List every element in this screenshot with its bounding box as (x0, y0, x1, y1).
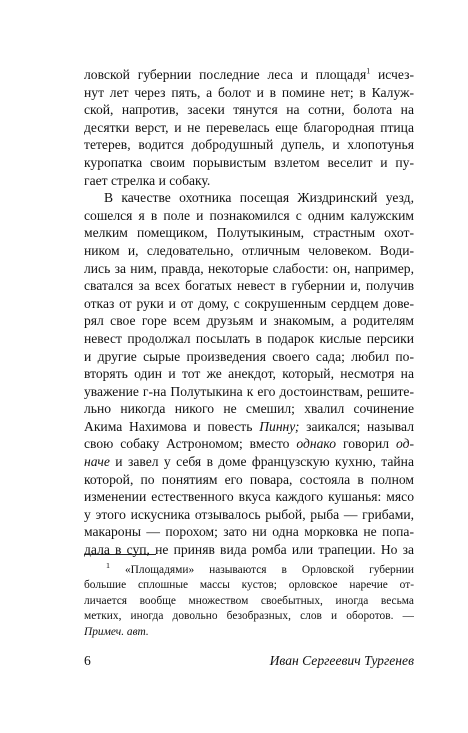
text-line: макароны — порохом; зато ни одна морковка не попа- (84, 524, 414, 540)
italic-word: однако (296, 436, 337, 452)
text-line: куропатка своим порывистым взлетом веселит и пу- (84, 154, 414, 170)
text-line: ской, напротив, засеки тянутся на сотни, болота на (84, 102, 414, 118)
text-line (84, 453, 414, 471)
text-line: сватался за всех богатых невест в губернии и, получив (84, 278, 414, 294)
footnote (84, 563, 414, 640)
italic-title: Пинну; (259, 418, 300, 434)
footnote-line: метких, иногда довольно безобразных, слов и оборотов. — (84, 610, 414, 623)
text-line: невест продолжал посылать в подарок кислые персики (84, 330, 414, 346)
text-fragment: говорил (336, 436, 396, 452)
footnote-line (84, 625, 414, 640)
text-line: которой, по понятиям его повара, состояла в полном (84, 471, 414, 487)
text-line: льно никогда никого не смешил; хвалил сочинение (84, 401, 414, 417)
text-line: десятки верст, и не перевелась еще благородная птица (84, 119, 414, 135)
text-line: нут лет через пять, а болот и в помине нет; в Калуж- (84, 84, 414, 100)
paragraph-start-line: В качестве охотника посещая Жиздринский уезд, (104, 190, 414, 206)
text-line: рял свое горе всем друзьям и знакомым, а родителям (84, 313, 414, 329)
text-line: тетерев, водится добродушный дупель, и хлопотунья (84, 137, 414, 153)
text-fragment: Акима Нахимова и повесть (84, 418, 260, 434)
main-text (84, 66, 414, 559)
text-fragment: ловской губернии последние леса и площадя (84, 67, 367, 82)
footnote-line: личается вообще множеством своебытных, иногда весьма (84, 594, 414, 607)
text-fragment: заикался; называл (299, 418, 414, 434)
text-line: уважение г-на Полутыкина к его достоинствам, решите- (84, 383, 414, 399)
text-line: отказ от руки и от дому, с сокрушенным сердцем дове- (84, 295, 414, 311)
text-line: сошелся я в поле и познакомился с одним калужским (84, 207, 414, 223)
text-fragment: исчез- (370, 67, 414, 82)
footnote-divider (84, 554, 156, 555)
text-line: и другие сырые произведения своего сада; любил по- (84, 348, 414, 364)
footnote-number: 1 (106, 563, 110, 571)
text-line (84, 435, 414, 453)
text-fragment: «Площадями» называются в Орловской губернии (110, 564, 414, 576)
footnote-line: большие сплошные массы кустов; орловское наречие от- (84, 579, 414, 592)
text-fragment: и завел у себя в доме французскую кухню, тайна (109, 454, 414, 470)
running-footer-author: Иван Сергеевич Тургенев (269, 653, 414, 668)
text-line: у этого искусника отзывалось рыбой, рыба — грибами, (84, 506, 414, 522)
italic-word: наче (84, 454, 110, 470)
text-line: мелким помещиком, Полутыкиным, страстным охот- (84, 225, 414, 241)
text-line: гает стрелка и собаку. (84, 172, 211, 188)
footnote-line (84, 563, 414, 578)
author-note: Примеч. авт. (84, 625, 149, 638)
page-number: 6 (84, 653, 91, 668)
text-line (84, 418, 414, 436)
text-line: ником и, следовательно, отличным человеком. Води- (84, 242, 414, 258)
text-line: изменении естественного вкуса каждого кушанья: мясо (84, 489, 414, 505)
text-fragment: свою собаку Астрономом; вместо (84, 436, 297, 452)
text-line: дала в суп, не приняв вида ромба или трапеции. Но за (84, 542, 414, 558)
footnote-marker[interactable]: 1 (366, 66, 371, 76)
italic-word: од- (395, 436, 414, 452)
text-line: лись за ним, правда, некоторые слабости: он, например, (84, 260, 414, 276)
text-line (84, 66, 414, 84)
text-line: вторять один и тот же анекдот, который, несмотря на (84, 366, 414, 382)
